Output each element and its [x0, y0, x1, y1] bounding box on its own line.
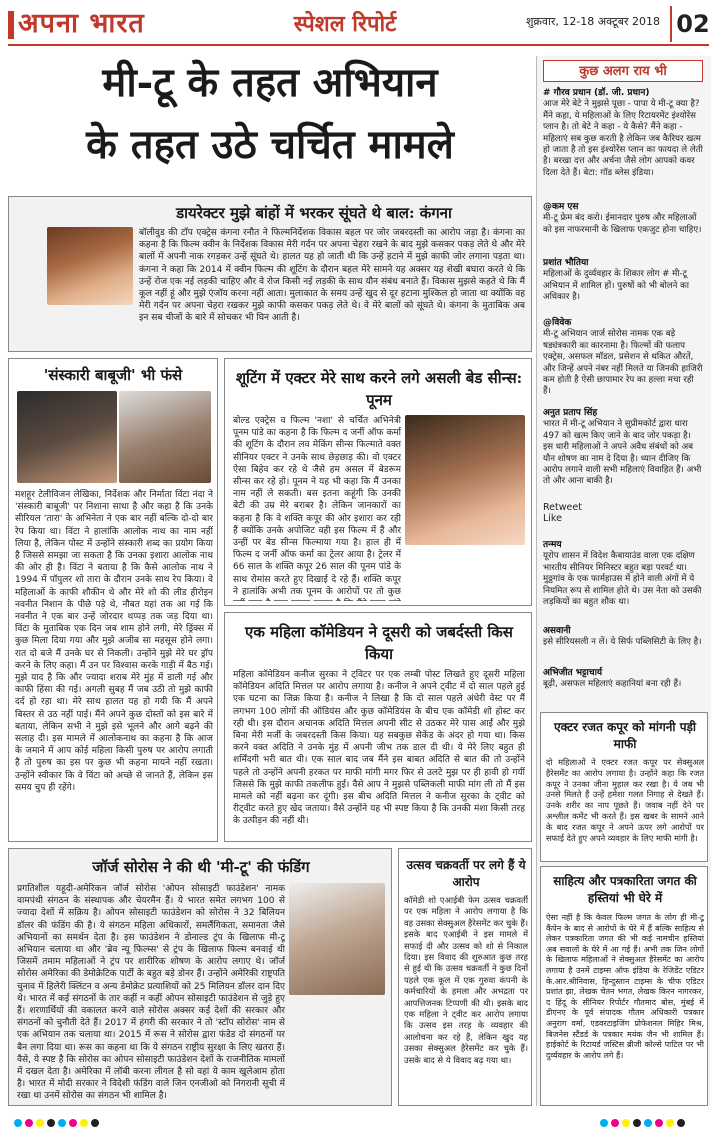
story-poonam-title: शूटिंग में एक्टर मेरे साथ करने लगे असली बेड सीन्स: पूनम — [235, 369, 523, 409]
headline-line-2: के तहत उठे चर्चित मामले — [86, 121, 454, 168]
like-link[interactable]: Like — [543, 513, 562, 525]
sidebar-item-4: @विवेक मी-टू अभियान जार्ज सोरोस नामक एक बड़े षड्यंत्रकारी का कारनामा है। फिल्मों की फलाप एक्ट्रेस, असफल मॉडल, प्रसेशन से थकित औरतें, और जिन्हें अपने नंबर नहीं मिलते या जिनकी हाजिरी कम होती है ऐसी छापामार रेप का हल्ला मचा रही हैं। — [543, 318, 703, 397]
story-utsav-body: कॉमेडी शो एआईबी फेम उत्सव चक्रवर्ती पर एक महिला ने आरोप लगाया है कि वह उसका सेक्सुअल हैरेसमेंट कर चुके हैं। इसके बाद एआईबी ने इस मामले में सफाई दी और उत्सव को शो से निकाल दिया। इस विवाद की शुरुआत कुछ तरह से हुई थी कि उत्सव चक्रवर्ती ने कुछ दिनों पहले एक कूल में एक गुरुवा कंपनी के कर्मचारियों के हमला और अभद्रता पर आपत्तिजनक टिप्पणी की थी। इसके बाद एक महिला ने ट्वीट कर आरोप लगाया कि उत्सव इस तरह के व्यवहार की आलोचना कर रहे हैं, लेकिन खुद यह उसका सेक्सुअल हैरेसमेंट कर चुके हैं। उसके बाद से ये विवाद बढ़ गया था। — [404, 895, 528, 1065]
story-sahitya — [540, 866, 708, 1106]
registration-marks-right — [600, 1112, 688, 1122]
sidebar-item-8: अभिजीत भट्टाचार्य बूढ़ी, असफल महिलाएं कहानियां बना रही हैं। — [543, 668, 682, 690]
story-utsav — [398, 848, 532, 1106]
section-title: स्पेशल रिपोर्ट — [293, 11, 397, 37]
story-sahitya-title: साहित्य और पत्रकारिता जगत की हस्तियां भी घेरे में — [553, 874, 697, 905]
story-soros-body: प्रगतिशील यहूदी-अमेरिकन जॉर्ज सोरोस 'ओपन सोसाइटी फाउंडेशन' नामक वामपंथी संगठन के संस्थापक और चेयरमैन हैं। ये भारत समेत लगभग 100 से ज्यादा देशों में सक्रिय है। ओपन सोसाइटी फाउंडेशन को सोरोस ने 32 बिलियन डॉलर की फंडिंग की है। ये संगठन महिला अधिकारों, समलैंगिकता, समानता जैसे अभियानों का समर्थन देता है। इस फाउंडेशन ने डोनाल्ड ट्रंप के खिलाफ मी-टू अभियान चलाया था और 'ब्रेव न्यू फिल्म्स' से ट्रंप के खिलाफ फिल्म बनवाई थी जिसमें तमाम महिलाओं ने ट्रंप पर शारीरिक शोषण के आरोप लगाए थे। जॉर्ज सोरोस अमेरिका की डेमोक्रेटिक पार्टी के बहुत बड़े डोनर हैं। उन्होंने अमेरिकी राष्ट्रपति चुनाव में हिलेरी क्लिंटन व अन्य डेमोक्रेट प्रत्याशियों को 25 मिलियन डॉलर दान दिए थे। भारत में कई संगठनों के तार कहीं न कहीं ओपन सोसाइटी फाउंडेशन से जुड़े हुए हैं। शरणार्थियों की वकालत करने वाले सोरोस अक्सर कई देशों की सरकार और संगठनों को चुनौती देते हैं। 2017 में हंगरी की सरकार ने तो 'स्टॉप सोरोस' नाम से एक अभियान तक चलाया था। 2015 में रूस ने सोरोस द्वारा फंडेड दो संगठनों पर बैन लगा दिया था। रूस का कहना था कि ये संगठन राष्ट्रीय सुरक्षा के लिए खतरा हैं। वैसे, ये स्पष्ट है कि सोरोस का ओपन सोसाइटी फाउंडेशन देशों के राजनीतिक मामलों में दखल देता है। अमेरिका में लॉबी करना लीगल है सो वहां ये काम खुलेआम होता है। भारत में मोदी सरकार ने विदेशी फंडिंग वाले जिन एनजीओ को निगरानी सूची में रखा था उनमें सोरोस का संगठन भी शामिल है। — [17, 884, 285, 1101]
story-sahitya-body: ऐसा नहीं है कि केवल फिल्म जगत के लोग ही मी-टू कैंपेन के बाद से आरोपों के घेरे में हैं बल्कि साहित्य से लेकर पत्रकारिता जगत की भी कई नामचीन हस्तियां अब सवालों के घेरे में आ गई हैं। अभी तक जिन लोगों के खिलाफ महिलाओं ने सेक्सुअल हैरेसमेंट का आरोप लगाया है उनमें टाइम्स ऑफ इंडिया के रेजिडेंट एडिटर के.आर.श्रीनिवास, हिन्दुस्तान टाइम्स के चीफ एडिटर प्रशांत झा, लेखक चेतन भगत, लेखक किरन नागरकर, द हिंदू के सीनियर रिपोर्टर गौतमाद बोस, मुंबई में डीएनए के पूर्व संपादक गौतम अधिकारी पत्रकार अनुराग वर्मा, एडवरटाइजिंग प्रोफेशनल मिहिर मिश्र, बिजनेस स्टैंडर्ड के पत्रकार मयंक जैन भी शामिल हैं। हाईकोर्ट के रिटायर्ड जस्टिस ब्रीजी कोल्से पाटिल पर भी दुर्व्यवहार के आरोप लगे हैं। — [546, 913, 704, 1060]
story-poonam-body: बोल्ड एक्ट्रेस व फिल्म 'नशा' से चर्चित अभिनेत्री पूनम पांडे का कहना है कि फिल्म द जर्नी ऑफ कर्मा की शूटिंग के दौरान लव मेकिंग सीन्स फिल्माते वक्त सीनियर एक्टर ने उनके साथ छेड़छाड़ की। वो एक्टर ऐसा बिहेव कर रहे थे जैसे हम असल में बेडरूम सीन्स कर रहे हो। पूनम ने यह भी कहा कि मैं उनका नाम नहीं ले सकती। बस इतना कहूंगी कि उनकी बेटी की उम्र मेरे बराबर है। लेकिन जानकारों का कहना है कि वे शक्ति कपूर की ओर इशारा कर रही हैं क्योंकि उनके अपोजिट वही इस फिल्म में हैं और उन्हीं पर बेड सीन्स फिल्माया गया है। हाल ही में फिल्म द जर्नी ऑफ कर्मा का ट्रेलर आया है। ट्रेलर में 66 साल के शक्ति कपूर 26 साल की पूनम पांडे के साथ रोमांस करते हुए दिखाई दे रहे हैं। शक्ति कपूर ने हालांकि अभी तक पूनम के आरोपों पर तो कुछ — [233, 416, 401, 597]
sidebar-title: कुछ अलग राय भी — [543, 60, 703, 82]
story-rajat-title: एक्टर रजत कपूर को मांगनी पड़ी माफी — [553, 720, 697, 751]
issue-date: शुक्रवार, 12-18 अक्टूबर 2018 — [525, 15, 660, 28]
story-sanskari-body: मशहूर टेलीविजन लेखिका, निर्देशक और निर्माता विंटा नंदा ने 'संस्कारी बाबूजी' पर निशाना साधा है और कहा है कि उनके सीरियल 'तारा' के अभिनेता ने एक बार नहीं बल्कि दो-दो बार रेप किया था। विंटा ने हालांकि आलोक नाथ का नाम नहीं लिया है, लेकिन पोस्ट में उन्होंने संस्कारी शब्द का प्रयोग किया है जिससे समझा जा सकता है कि उनका इशारा आलोक नाथ की ओर ही है। विंटा ने बताया है कि कैसे आलोक नाथ ने 1994 में पॉपुलर शो तारा के दौरान उनके साथ रेप किया। वे महिलाओं के काफी शौकीन थे और मेरे शो की लीड हीरोइन नवनीत निशान के पीछे पड़े थे, नौबत यहां तक आ गई कि नवनीत ने एक बार उन्हें जोरदार थप्पड़ तक जड़ दिया था। विंटा के मुताबिक एक दिन जब शाम होने लगी, मेरे ड्रिंक्स में कुछ मिला दिया गया और मुझे अजीब सा महसूस होने लगा। रात दो बजे मैं उनके घर से निकली। उन्होंने मुझे मेरे घर ड्रॉप करने के लिए कहा। मैं उन पर विश्वास करके गाड़ी में बैठ गई। मुझे याद है कि और ज्यादा शराब मेरे मुंह में डाली गई और काफी हिंसा की गई। अगली सुबह मैं जब उठी तो मुझे काफी दर्द हो रहा था। मेरे साथ हालत यह हो गयी कि मैं अपने बिस्तर से उठ नहीं पाई। मैंने अपने कुछ दोस्तों को इस बारे में बताया, लेकिन सभी ने मुझे इसे भूलने और आगे बढ़ने की सलाह दी। इस मामले में आलोकनाथ का कहना है कि आज के जमाने में आप कोई महिला किसी पुरुष पर आरोप लगाती है तो पुरुष का इस पर कुछ भी कहना मायने नहीं रखता। उन्होंने स्वीकार कि वे विंटा को अच्छे से जानते हैं, लेकिन इस समय चुप ही रहेंगे। — [15, 490, 213, 793]
story-soros-title: जॉर्ज सोरोस ने की थी 'मी-टू' की फंडिंग — [92, 858, 310, 876]
sidebar-item-2: @कम एस मी-टू फ्रेम बंद करो। ईमानदार पुरुष और महिलाओं को इस नाफरमानी के खिलाफ एकजुट होना चाहिए। — [543, 202, 702, 235]
sidebar-item-6: तन्मय यूरोप शासन में विदेश कैबायाउंड वाला एक दक्षिण भारतीय सीनियर मिनिस्टर बहुत बड़ा परवर्ट था। मुठ्ठगांव के एक फार्महाउस में होने वाली अंगों में ये नियमित रूप से शामिल होते थे। उस नेता को उसकी लड़कियों का बहुत शौक था। — [543, 540, 702, 608]
story-utsav-title: उत्सव चक्रवर्ती पर लगे हैं ये आरोप — [406, 858, 526, 889]
headline-line-1: मी-टू के तहत अभियान — [102, 59, 438, 106]
story-kangana — [8, 196, 532, 352]
story-soros — [8, 848, 392, 1106]
sidebar-item-5: अनुत प्रताप सिंह भारत में मी-टू अभियान ने सुप्रीमकोर्ट द्वारा धारा 497 को खत्म किए जाने के बाद जोर पकड़ा है। इस धारी महिलाओं ने अपने अवैध संबंधों को अब यौन शोषण का नाम दे दिया है। ध्यान दीजिए कि आरोप लगाने वाली सभी महिलाएं विवाहित हैं। अभी तो और आना बाकी है। — [543, 408, 702, 487]
story-rajat-body: दो महिलाओं ने एक्टर रजत कपूर पर सेक्सुअल हैरेसमेंट का आरोप लगाया है। उन्होंने कहा कि रजत कपूर ने उनका जीना मुहाल कर रखा है। ये जब भी उनसे मिलते हैं उन्हें हमेशा गलत निगाह से देखते हैं। उनके शरीर का नाप पूछते हैं। जवाब नहीं देने पर अश्लील कमेंट भी करते हैं। इस खबर के सामने आने के बाद रजत कपूर ने अपने ऊपर लगे आरोपों पर सफाई देते हुए अपने व्यवहार के लिए माफी मांगी है। — [546, 757, 704, 843]
main-headline — [10, 52, 530, 176]
header-rule — [8, 44, 709, 46]
masthead-logo: अपना भारत — [8, 6, 198, 42]
story-rajat — [540, 712, 708, 862]
sidebar-item-3: प्रशांत भौतिया महिलाओं के दुर्व्यवहार के शिकार लोग # मी-टू अभियान में शामिल हों। पुरुषों को भी बोलने का अधिकार है। — [543, 258, 689, 303]
photo-vinta-nanda — [17, 391, 117, 483]
story-sanskari — [8, 358, 218, 842]
story-comedian — [224, 612, 532, 842]
story-poonam — [224, 358, 532, 606]
sidebar-item-1: # गौरव प्रधान (डॉ. जी. प्रधान) आज मेरे बेटे ने मुझसे पूछा - पापा ये मी-टू क्या है? मैंने कहा, ये महिलाओं के लिए रिटायरमेंट इंश्योरेंस प्लान है। तो बेटे ने कहा - ये कैसे? मैंने कहा - महिलाएं सब कुछ करती है लेकिन जब कैरियर खत्म हो जाता है तो इस इंश्योरेंस प्लान का फायदा ले लेती है। बरखा दत्त और अर्चना जैसे लोग आपको कवर दिला देते हैं। बेटा: गॉड ब्लेस इंडिया। — [543, 88, 703, 178]
retweet-link[interactable]: Retweet — [543, 502, 582, 513]
page-number: 02 — [670, 6, 714, 42]
story-kangana-title: डायरेक्टर मुझे बांहों में भरकर सूंघते थे बाल: कंगना — [176, 204, 452, 222]
photo-poonam-pandey — [405, 415, 525, 545]
story-comedian-body: महिला कॉमेडियन कनीज सुरका ने ट्विटर पर एक लम्बी पोस्ट लिखते हुए दूसरी महिला कॉमेडियन अदिति मित्तल पर आरोप लगाया है। कनीज ने अपने ट्वीट में दो साल पहले हुई एक घटना का जिक्र किया है। कनीज ने लिखा है कि दो साल पहले अंधेरी वेस्ट पर मैं लगभग 100 लोगों की ऑडियंस और कुछ कॉमेडियंस के बीच एक कॉमेडी शो होस्ट कर रही थी। इस दौरान अचानक अदिति मित्तल अपनी सीट से उठकर मेरे पास आईं और मुझे बिना मेरी मर्जी के जबरदस्ती किस किया। यह सबकुछ सेकेंड के अंदर हो गया था। किस करने वक्त अदिति ने उनके मुंह में अपनी जीभ तक डाल दी थी। ये मेरे लिए बहुत ही शर्मिंदगी भरी बात थी। एक साल बाद जब मैंने इस बाबत अदिति से बात की तो उन्होंने पहले तो उन्होंने अपनी हरकत पर माफी मांगी मगर फिर से उलटे मुझ पर ही हावी हो गयीं जिससे कि मुझे काफी तकलीफ हुई। वैसे आप ने मुझसे पब्लिकली माफी मांग ली तो मैं इस मामले को नहीं बढ़ना कर दूंगी। इस बीच अदिति मित्तल ने कनीज सुरका के ट्वीट को रीट्वीट करते हुए खेद जताया। वैसे उन्होंने यह भी स्पष्ट किया है कि उनकी मंशा किसी तरह के उत्पीड़न की नहीं थी। — [233, 670, 525, 827]
photo-alok-nath — [119, 391, 211, 483]
story-kangana-body-top: बॉलीवुड की टॉप एक्ट्रेस कंगना रनौत ने फिल्मनिर्देशक विकास बहल पर जोर जबरदस्ती का आरोप जड़ा है। कंगना का कहना है कि फिल्म क्वीन के निर्देशक विकास मेरी गर्दन पर अपना चेहरा रखने के बाद मुझे कसकर पकड़ लेते थे और मेरे बालों में अपनी नाक रगड़कर उन्हें सूंघते थे। हालत यह हो जाती थी कि उन्हें हटाने में मुझे काफी जोर लगाना पड़ता था। कंगना ने कहा कि 2014 में क्वीन फिल्म की शूटिंग के दौरान बहल मेरे सामने यह अक्सर यह शेखी बघारा करते थे कि उन्हें रोज एक नई लड़की चाहिए और वे रोज किसी नई लड़की के साथ यौन संबंध बनाते हैं। विकास मुझसे कहते थे कि मैं कूल नहीं हूं और मुझे एंजॉय करना नहीं आता। मुलाकात के समय उन्हें खुद से दूर हटाना मुश्किल हो जाता था क्योंकि वह मेरी गर्दन पर अपना चेहरा रखकर मुझे काफी कसकर पकड़ लेते थे। वे मेरे बालों को सूंघते थे। कंगना के मुताबिक अब इन सब चीजों के बारे में सोचकर भी घिन आती है। — [139, 228, 525, 324]
photo-george-soros — [289, 883, 385, 995]
sidebar-retweet-like[interactable] — [543, 502, 703, 525]
story-sanskari-title: 'संस्कारी बाबूजी' भी फंसे — [43, 366, 183, 384]
sidebar-item-7: असवानी इसे सीरियसली न लें। ये सिर्फ पब्लिसिटी के लिए है। — [543, 626, 702, 648]
photo-kangana — [47, 227, 133, 305]
registration-marks-left — [14, 1112, 102, 1122]
story-comedian-title: एक महिला कॉमेडियन ने दूसरी को जबर्दस्ती किस किया — [245, 623, 513, 663]
